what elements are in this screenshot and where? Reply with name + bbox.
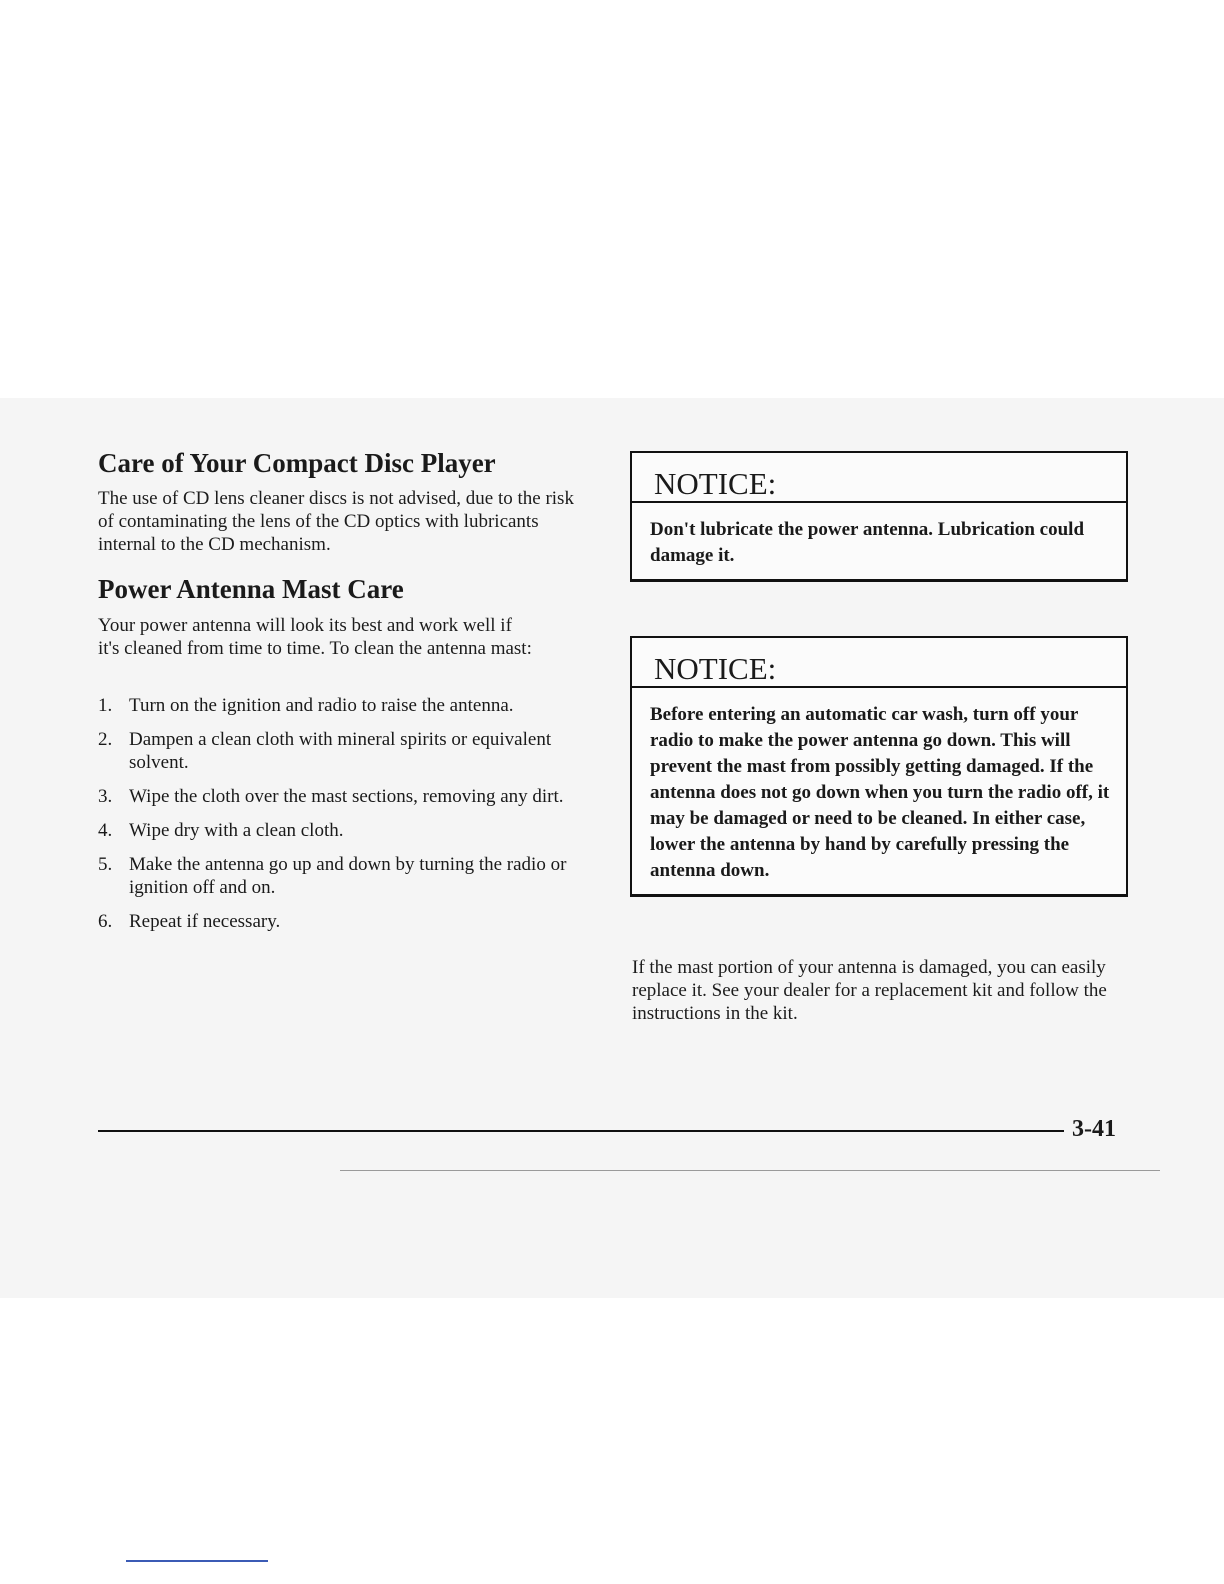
list-item xyxy=(98,728,588,774)
step-text: Wipe the cloth over the mast sections, removing any dirt. xyxy=(129,786,564,807)
step-number: 5. xyxy=(98,854,113,875)
scan-line xyxy=(340,1170,1160,1171)
step-number: 2. xyxy=(98,729,113,750)
notice-box-lubrication xyxy=(630,451,1128,582)
list-item xyxy=(98,694,588,717)
cd-care-text: The use of CD lens cleaner discs is not advised, due to the risk of contaminating the lens of the CD optics with lubricants internal to the CD mechanism. xyxy=(98,488,574,555)
step-number: 1. xyxy=(98,695,113,716)
step-text: Make the antenna go up and down by turning the radio or ignition off and on. xyxy=(129,854,567,898)
antenna-care-heading: Power Antenna Mast Care xyxy=(98,574,404,604)
step-text: Repeat if necessary. xyxy=(129,911,281,932)
notice-title: NOTICE: xyxy=(632,453,1126,503)
step-text: Turn on the ignition and radio to raise the antenna. xyxy=(129,695,514,716)
page-number: 3-41 xyxy=(1072,1116,1116,1142)
footer-rule xyxy=(98,1130,1064,1132)
cd-care-heading: Care of Your Compact Disc Player xyxy=(98,448,496,478)
bottom-underline xyxy=(126,1560,268,1562)
list-item xyxy=(98,853,588,899)
antenna-replace-text: If the mast portion of your antenna is damaged, you can easily replace it. See your dealer for a replacement kit and follow the instructions in the kit. xyxy=(632,957,1107,1024)
notice-box-car-wash xyxy=(630,636,1128,897)
list-item xyxy=(98,910,588,933)
list-item xyxy=(98,819,588,842)
antenna-care-intro: Your power antenna will look its best and work well if it's cleaned from time to time. To clean the antenna mast: xyxy=(98,615,532,659)
step-number: 3. xyxy=(98,786,113,807)
notice-title: NOTICE: xyxy=(632,638,1126,688)
step-text: Dampen a clean cloth with mineral spirits or equivalent solvent. xyxy=(129,729,552,773)
cleaning-steps-list xyxy=(98,694,588,944)
notice-body: Don't lubricate the power antenna. Lubrication could damage it. xyxy=(650,519,1085,566)
list-item xyxy=(98,785,588,808)
step-number: 6. xyxy=(98,911,113,932)
notice-body: Before entering an automatic car wash, turn off your radio to make the power antenna go down. This will prevent the mast from possibly getting damaged. If the antenna does not go down when you turn the radio off, it may be damaged or need to be cleaned. In either case, lower the antenna by hand by carefully pressing the antenna down. xyxy=(650,704,1110,881)
step-number: 4. xyxy=(98,820,113,841)
step-text: Wipe dry with a clean cloth. xyxy=(129,820,344,841)
